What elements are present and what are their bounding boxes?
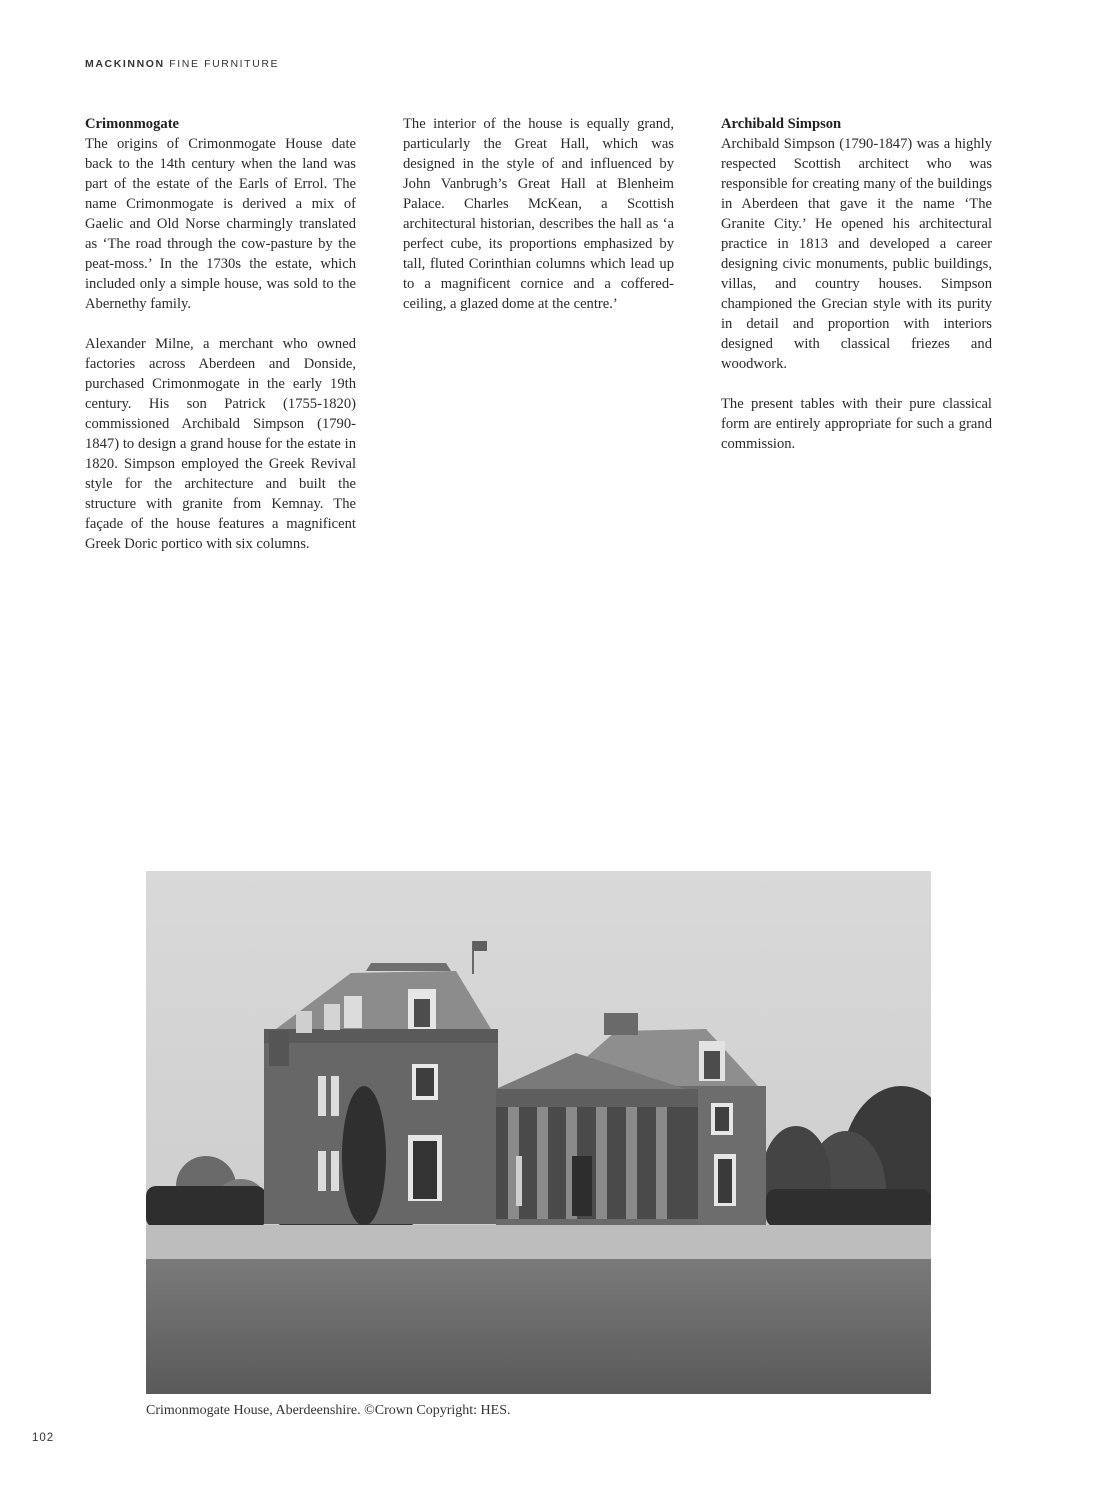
photo-caption: Crimonmogate House, Aberdeenshire. ©Crown Copyright: HES. <box>146 1403 511 1418</box>
house-photograph <box>146 871 931 1394</box>
house-illustration <box>146 871 931 1394</box>
text-column-3 <box>721 114 992 454</box>
text-column-2 <box>403 114 674 314</box>
header-brand: MACKINNON <box>85 58 165 70</box>
section-heading-crimonmogate: Crimonmogate <box>85 116 180 132</box>
paragraph-origins: The origins of Crimonmogate House date back to the 14th century when the land was part of the estate of the Earls of Errol. The name Crimonmogate is derived a mix of Gaelic and Old Norse charmingly translated as ‘The road through the cow-pasture by the peat-moss.’ In the 1730s the estate, which included only a simple house, was sold to the Abernethy family. <box>85 136 356 312</box>
paragraph-interior: The interior of the house is equally grand, particularly the Great Hall, which was designed in the style of and influenced by John Vanbrugh’s Great Hall at Blenheim Palace. Charles McKean, a Scottish architectural historian, describes the hall as ‘a perfect cube, its proportions emphasized by tall, fluted Corinthian columns which lead up to a magnificent cornice and a coffered-ceiling, a glazed dome at the centre.’ <box>403 116 674 312</box>
page-number: 102 <box>32 1432 55 1444</box>
running-header <box>85 58 279 70</box>
paragraph-milne: Alexander Milne, a merchant who owned factories across Aberdeen and Donside, purchased Crimonmogate in the early 19th century. His son Patrick (1755-1820) commissioned Archibald Simpson (1790-1847) to design a grand house for the estate in 1820. Simpson employed the Greek Revival style for the architecture and built the structure with granite from Kemnay. The façade of the house features a magnificent Greek Doric portico with six columns. <box>85 336 356 552</box>
paragraph-tables: The present tables with their pure classical form are entirely appropriate for such a grand commission. <box>721 396 992 452</box>
section-heading-simpson: Archibald Simpson <box>721 116 842 132</box>
header-subtitle: FINE FURNITURE <box>169 58 280 70</box>
paragraph-simpson-bio: Archibald Simpson (1790-1847) was a highly respected Scottish architect who was responsible for creating many of the buildings in Aberdeen that gave it the name ‘The Granite City.’ He opened his architectural practice in 1813 and developed a career designing civic monuments, public buildings, villas, and country houses. Simpson championed the Grecian style with its purity in detail and proportion with interiors designed with classical friezes and woodwork. <box>721 136 992 372</box>
text-column-1 <box>85 114 356 554</box>
